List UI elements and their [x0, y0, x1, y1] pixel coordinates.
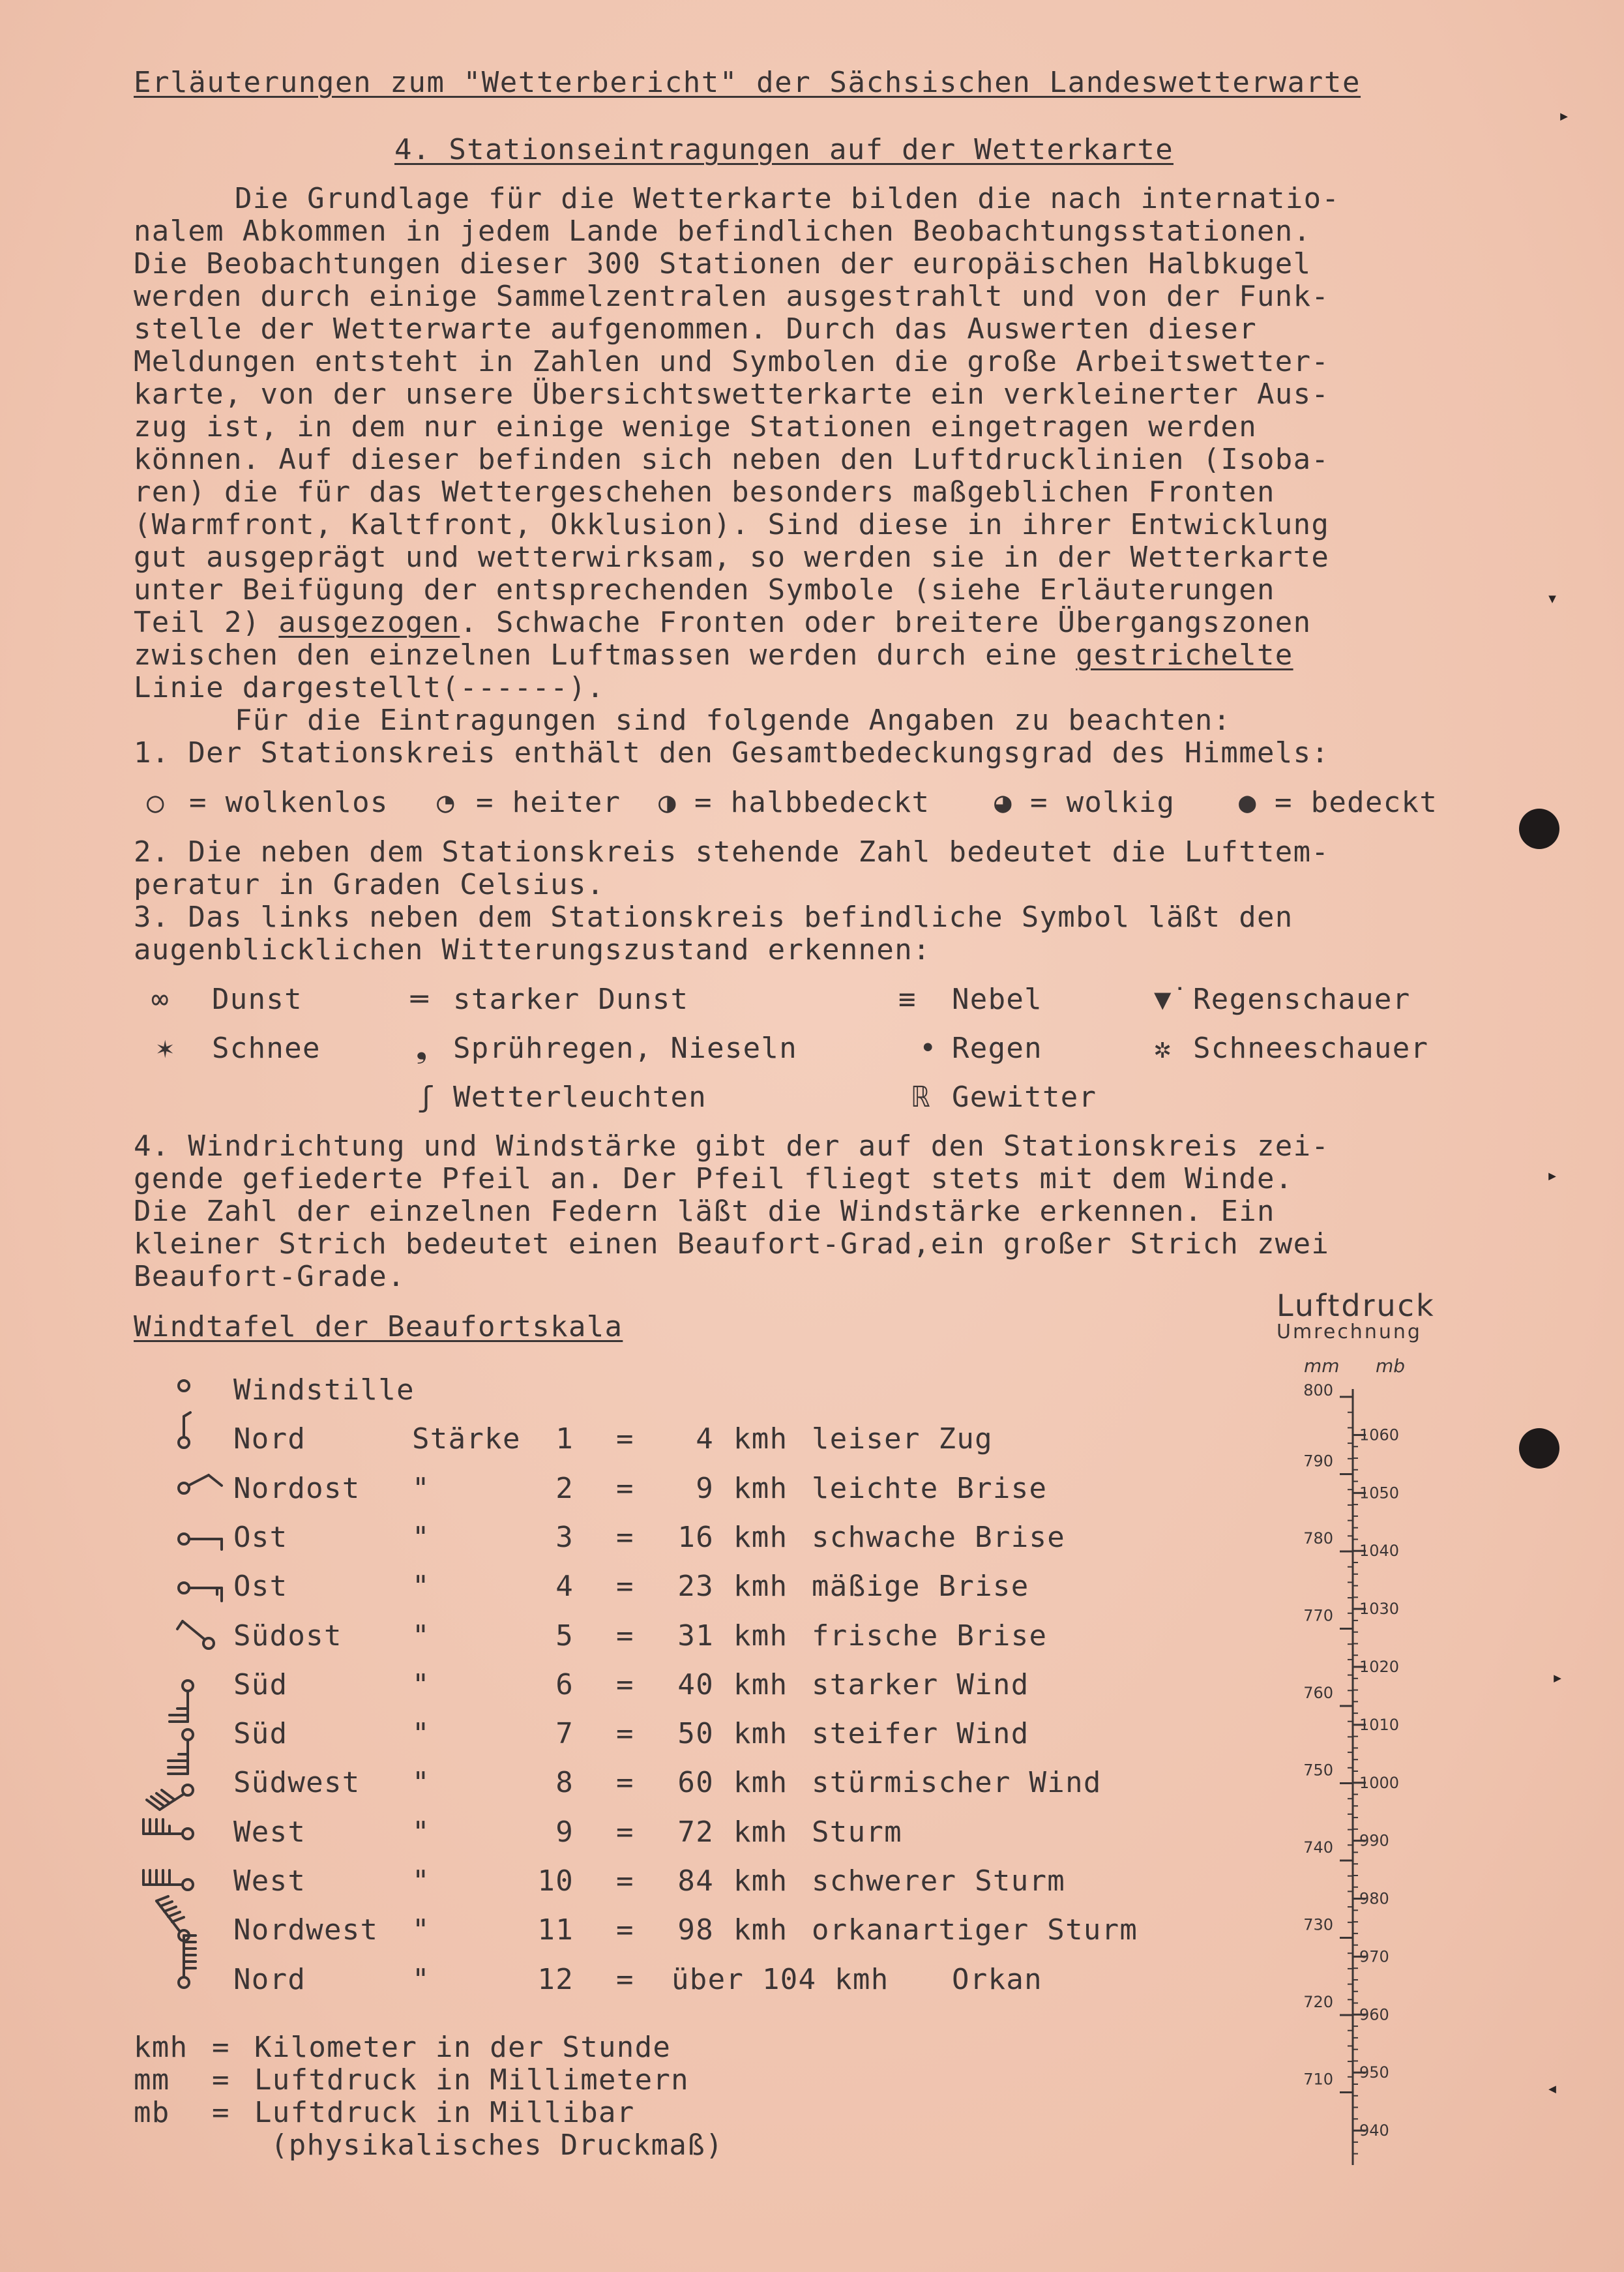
wind-row-direction: West [233, 1864, 306, 1898]
wind-row-direction: Nordost [233, 1471, 361, 1505]
wind-row-equals: = [616, 1962, 634, 1996]
pressure-mb-label: 1010 [1359, 1715, 1400, 1734]
weather-label-spruehregen: Sprühregen, Nieseln [453, 1032, 798, 1065]
cloud-label-clear: = wolkenlos [189, 786, 389, 819]
intro-line-3: Die Beobachtungen dieser 300 Stationen der europäischen Halbkugel [134, 247, 1312, 280]
wind-barb-6 [170, 1681, 193, 1722]
wind-row-equals: = [616, 1422, 634, 1456]
intro-line-14a: Teil 2) [134, 606, 261, 639]
cloud-label-half: = halbbedeckt [694, 786, 930, 819]
wind-row-beaufort: 1 [555, 1422, 574, 1456]
pressure-mm-label: 770 [1303, 1606, 1333, 1625]
wind-barb-0 [179, 1381, 189, 1391]
pressure-mb-label: 1020 [1359, 1658, 1400, 1677]
wind-row-strength-label: " [412, 1766, 430, 1800]
weather-symbol-regenschauer: ▼̇ [1154, 983, 1172, 1016]
intro-line-2: nalem Abkommen in jedem Lande befindlichen Beobachtungsstationen. [134, 215, 1312, 248]
pressure-mm-label: 790 [1303, 1452, 1333, 1471]
weather-label-starker-dunst: starker Dunst [453, 983, 689, 1016]
wind-row-direction: West [233, 1815, 306, 1849]
weather-symbol-nebel: ≡ [898, 983, 917, 1016]
weather-symbol-dunst: ∞ [151, 983, 170, 1016]
wind-row-equals: = [616, 1570, 634, 1604]
pressure-mm-label: 710 [1303, 2070, 1333, 2089]
note-4-line-4: kleiner Strich bedeutet einen Beaufort-Grad,ein großer Strich zwei [134, 1227, 1330, 1261]
wind-row-beaufort: 10 [537, 1864, 574, 1898]
wind-row-strength-label: Stärke [412, 1422, 521, 1456]
wind-row-speed: 60 [677, 1766, 714, 1800]
wind-row-beaufort: 8 [555, 1766, 574, 1800]
pressure-mm-label: 730 [1303, 1915, 1333, 1934]
intro-line-14b: . Schwache Fronten oder breitere Übergangszonen [460, 606, 1312, 639]
pressure-title: Luftdruck [1277, 1288, 1436, 1323]
wind-row-beaufort: 3 [555, 1520, 574, 1554]
weather-label-wetterleuchten: Wetterleuchten [453, 1081, 707, 1114]
cloud-label-cloudy: = wolkig [1030, 786, 1175, 819]
legend-text-mm: Luftdruck in Millimetern [254, 2063, 689, 2097]
wind-row-unit: kmh [733, 1766, 788, 1800]
weather-label-nebel: Nebel [952, 983, 1042, 1016]
notes-intro: Für die Eintragungen sind folgende Angaben zu beachten: [235, 704, 1232, 737]
weather-label-dunst: Dunst [212, 983, 303, 1016]
note-1: 1. Der Stationskreis enthält den Gesamtbedeckungsgrad des Himmels: [134, 736, 1330, 770]
note-3-line-1: 3. Das links neben dem Stationskreis befindliche Symbol läßt den [134, 901, 1293, 934]
wind-row-strength-label: " [412, 1717, 430, 1751]
wind-row-unit: kmh [733, 1520, 788, 1554]
wind-row-speed: 16 [677, 1520, 714, 1554]
wind-row-strength-label: " [412, 1815, 430, 1849]
wind-row-unit: kmh [733, 1864, 788, 1898]
cloud-label-fair: = heiter [476, 786, 621, 819]
pressure-mb-label: 980 [1359, 1889, 1389, 1908]
pressure-mb-label: 990 [1359, 1831, 1389, 1850]
wind-row-strength-label: " [412, 1962, 430, 1996]
wind-barb-3 [179, 1534, 222, 1549]
cloud-symbol-fair: ◔ [437, 786, 455, 819]
pressure-mb-label: 970 [1359, 1947, 1389, 1966]
wind-row-equals: = [616, 1717, 634, 1751]
intro-line-12: gut ausgeprägt und wetterwirksam, so werden sie in der Wetterkarte [134, 541, 1330, 574]
wind-row-equals: = [616, 1520, 634, 1554]
wind-row-beaufort: 5 [555, 1619, 574, 1652]
wind-row-beaufort: 12 [537, 1962, 574, 1996]
wind-row-beaufort: 11 [537, 1913, 574, 1947]
wind-row-unit: kmh [733, 1570, 788, 1604]
wind-row-unit: kmh [733, 1815, 788, 1849]
wind-row-unit: kmh [733, 1667, 788, 1701]
intro-line-10: ren) die für das Wettergeschehen besonders maßgeblichen Fronten [134, 475, 1275, 509]
weather-symbol-schneeschauer: ✲ [1154, 1032, 1172, 1065]
wind-row-description: frische Brise [812, 1619, 1048, 1652]
note-2-line-1: 2. Die neben dem Stationskreis stehende Zahl bedeutet die Lufttem- [134, 835, 1330, 869]
wind-row-beaufort: 9 [555, 1815, 574, 1849]
pressure-subtitle: Umrechnung [1277, 1321, 1422, 1343]
wind-row-description: leiser Zug [812, 1422, 993, 1456]
intro-line-9: können. Auf dieser befinden sich neben den Luftdrucklinien (Isoba- [134, 443, 1330, 476]
intro-line-8: zug ist, in dem nur einige wenige Stationen eingetragen werden [134, 410, 1257, 443]
legend-eq-mm: = [212, 2063, 230, 2097]
intro-line-5: stelle der Wetterwarte aufgenommen. Durch das Auswerten dieser [134, 312, 1257, 346]
pressure-mb-label: 950 [1359, 2063, 1389, 2082]
section-title: 4. Stationseintragungen auf der Wetterkarte [394, 133, 1174, 166]
intro-line-11: (Warmfront, Kaltfront, Okklusion). Sind diese in ihrer Entwicklung [134, 508, 1330, 541]
intro-line-7: karte, von der unsere Übersichtswetterkarte ein verkleinerter Aus- [134, 378, 1330, 411]
pressure-mb-label: 940 [1359, 2121, 1389, 2140]
wind-row-description: mäßige Brise [812, 1570, 1029, 1604]
wind-row-equals: = [616, 1913, 634, 1947]
note-2-line-2: peratur in Graden Celsius. [134, 868, 605, 901]
wind-row-strength-label: " [412, 1570, 430, 1604]
cloud-symbol-overcast: ● [1239, 786, 1257, 819]
weather-label-schnee: Schnee [212, 1032, 321, 1065]
wind-row-description: Orkan [952, 1962, 1042, 1996]
wind-row-equals: = [616, 1471, 634, 1505]
intro-line-4: werden durch einige Sammelzentralen ausgestrahlt und von der Funk- [134, 280, 1330, 313]
weather-label-regen: Regen [952, 1032, 1042, 1065]
wind-row-direction: Windstille [233, 1373, 415, 1407]
pressure-mb-label: 1050 [1359, 1484, 1400, 1502]
note-4-line-5: Beaufort-Grade. [134, 1260, 406, 1293]
note-4-line-2: gende gefiederte Pfeil an. Der Pfeil fliegt stets mit dem Winde. [134, 1162, 1293, 1195]
pressure-mm-label: 720 [1303, 1993, 1333, 2011]
wind-row-description: leichte Brise [812, 1471, 1048, 1505]
cloud-symbol-clear: ○ [147, 786, 165, 819]
wind-row-speed: über 104 kmh [672, 1962, 889, 1996]
pressure-mm-label: 780 [1303, 1529, 1333, 1547]
wind-row-description: schwache Brise [812, 1520, 1066, 1554]
wind-row-direction: Südost [233, 1619, 342, 1652]
margin-mark-4: ▸ [1552, 1666, 1564, 1689]
pressure-mm-label: 760 [1303, 1684, 1333, 1702]
wind-row-strength-label: " [412, 1619, 430, 1652]
margin-mark-2: ▾ [1546, 587, 1559, 610]
intro-line-15a: zwischen den einzelnen Luftmassen werden durch eine [134, 638, 1058, 672]
pressure-scale [1291, 1383, 1434, 2178]
wind-row-unit: kmh [733, 1717, 788, 1751]
wind-row-speed: 40 [677, 1667, 714, 1701]
pressure-mb-label: 1000 [1359, 1773, 1400, 1792]
wind-row-direction: Südwest [233, 1766, 361, 1800]
pressure-mb-label: 1040 [1359, 1542, 1400, 1561]
weather-symbol-wetterleuchten: ʃ [417, 1081, 436, 1114]
margin-mark-1: ▸ [1558, 104, 1571, 127]
weather-symbol-gewitter: ℝ [913, 1081, 931, 1114]
wind-barb-symbols [130, 1369, 248, 1989]
wind-barb-2 [179, 1475, 222, 1493]
wind-barb-9 [143, 1819, 193, 1839]
pressure-mb-label: 960 [1359, 2005, 1389, 2024]
pressure-mm-label: 740 [1303, 1838, 1333, 1857]
wind-row-unit: kmh [733, 1619, 788, 1652]
weather-label-gewitter: Gewitter [952, 1081, 1097, 1114]
wind-barb-10 [143, 1870, 193, 1890]
legend-text-mb: Luftdruck in Millibar [254, 2096, 635, 2129]
wind-barb-12 [179, 1936, 196, 1988]
wind-barb-8 [147, 1785, 193, 1810]
wind-row-equals: = [616, 1864, 634, 1898]
wind-row-strength-label: " [412, 1864, 430, 1898]
cloud-symbol-half: ◑ [658, 786, 677, 819]
intro-underlined-gestrichelte: gestrichelte [1076, 638, 1293, 672]
weather-symbol-spruehregen: ❟ [416, 1032, 428, 1065]
wind-row-unit: kmh [733, 1422, 788, 1456]
intro-line-16: Linie dargestellt(------). [134, 671, 605, 704]
note-4-line-3: Die Zahl der einzelnen Federn läßt die Windstärke erkennen. Ein [134, 1195, 1275, 1228]
wind-row-beaufort: 2 [555, 1471, 574, 1505]
cloud-symbol-cloudy: ◕ [994, 786, 1012, 819]
wind-row-beaufort: 4 [555, 1570, 574, 1604]
legend-text-kmh: Kilometer in der Stunde [254, 2031, 672, 2064]
wind-row-strength-label: " [412, 1667, 430, 1701]
intro-line-14 [134, 606, 1457, 639]
weather-symbol-regen: • [919, 1032, 937, 1065]
wind-row-strength-label: " [412, 1913, 430, 1947]
wind-row-description: orkanartiger Sturm [812, 1913, 1138, 1947]
document-header: Erläuterungen zum "Wetterbericht" der Sächsischen Landeswetterwarte [134, 66, 1361, 99]
wind-row-direction: Ost [233, 1520, 288, 1554]
wind-row-speed: 4 [696, 1422, 714, 1456]
wind-row-equals: = [616, 1667, 634, 1701]
pressure-mm-label: 750 [1303, 1761, 1333, 1780]
legend-abbr-kmh: kmh [134, 2031, 188, 2064]
wind-row-speed: 98 [677, 1913, 714, 1947]
note-3-line-2: augenblicklichen Witterungszustand erkennen: [134, 933, 931, 966]
cloud-label-overcast: = bedeckt [1275, 786, 1438, 819]
legend-text-physical: (physikalisches Druckmaß) [271, 2129, 724, 2162]
weather-label-schneeschauer: Schneeschauer [1193, 1032, 1429, 1065]
legend-eq-kmh: = [212, 2031, 230, 2064]
intro-line-6: Meldungen entsteht in Zahlen und Symbolen die große Arbeitswetter- [134, 345, 1330, 378]
wind-row-speed: 9 [696, 1471, 714, 1505]
wind-row-description: steifer Wind [812, 1717, 1029, 1751]
intro-line-13: unter Beifügung der entsprechenden Symbole (siehe Erläuterungen [134, 573, 1275, 606]
punch-hole-lower [1519, 1428, 1559, 1469]
wind-row-speed: 72 [677, 1815, 714, 1849]
wind-row-direction: Süd [233, 1667, 288, 1701]
pressure-unit-mm: mm [1304, 1355, 1340, 1377]
wind-row-direction: Nord [233, 1962, 306, 1996]
wind-row-description: schwerer Sturm [812, 1864, 1066, 1898]
wind-barb-5 [177, 1621, 214, 1649]
wind-barb-11 [156, 1896, 189, 1941]
wind-table-title: Windtafel der Beaufortskala [134, 1310, 623, 1343]
wind-barb-7 [168, 1729, 193, 1774]
wind-row-speed: 50 [677, 1717, 714, 1751]
pressure-mb-label: 1030 [1359, 1600, 1400, 1619]
wind-row-description: Sturm [812, 1815, 902, 1849]
wind-row-speed: 23 [677, 1570, 714, 1604]
wind-row-speed: 84 [677, 1864, 714, 1898]
legend-eq-mb: = [212, 2096, 230, 2129]
weather-label-regenschauer: Regenschauer [1193, 983, 1411, 1016]
intro-underlined-ausgezogen: ausgezogen [278, 606, 460, 639]
intro-line-1: Die Grundlage für die Wetterkarte bilden die nach internatio- [235, 182, 1340, 215]
wind-row-direction: Süd [233, 1717, 288, 1751]
wind-row-description: stürmischer Wind [812, 1766, 1102, 1800]
wind-row-equals: = [616, 1619, 634, 1652]
wind-row-strength-label: " [412, 1520, 430, 1554]
wind-row-equals: = [616, 1815, 634, 1849]
margin-mark-5: ◂ [1546, 2077, 1559, 2100]
legend-abbr-mm: mm [134, 2063, 170, 2097]
wind-row-direction: Ost [233, 1570, 288, 1604]
legend-abbr-mb: mb [134, 2096, 170, 2129]
wind-row-strength-label: " [412, 1471, 430, 1505]
note-4-line-1: 4. Windrichtung und Windstärke gibt der auf den Stationskreis zei- [134, 1129, 1330, 1163]
wind-barb-1 [179, 1413, 190, 1448]
wind-row-description: starker Wind [812, 1667, 1029, 1701]
margin-mark-3: ▸ [1546, 1164, 1559, 1187]
wind-row-equals: = [616, 1766, 634, 1800]
wind-row-speed: 31 [677, 1619, 714, 1652]
wind-row-unit: kmh [733, 1471, 788, 1505]
pressure-unit-mb: mb [1376, 1355, 1406, 1377]
wind-barb-4 [179, 1583, 222, 1601]
weather-symbol-schnee: ✶ [156, 1032, 175, 1065]
wind-row-beaufort: 6 [555, 1667, 574, 1701]
weather-symbol-starker-dunst: ═ [411, 983, 429, 1016]
wind-row-unit: kmh [733, 1913, 788, 1947]
wind-row-direction: Nord [233, 1422, 306, 1456]
pressure-mb-label: 1060 [1359, 1426, 1400, 1444]
punch-hole-upper [1519, 809, 1559, 849]
pressure-mm-label: 800 [1303, 1383, 1333, 1399]
intro-line-15 [134, 639, 1457, 672]
wind-row-direction: Nordwest [233, 1913, 379, 1947]
wind-row-beaufort: 7 [555, 1717, 574, 1751]
